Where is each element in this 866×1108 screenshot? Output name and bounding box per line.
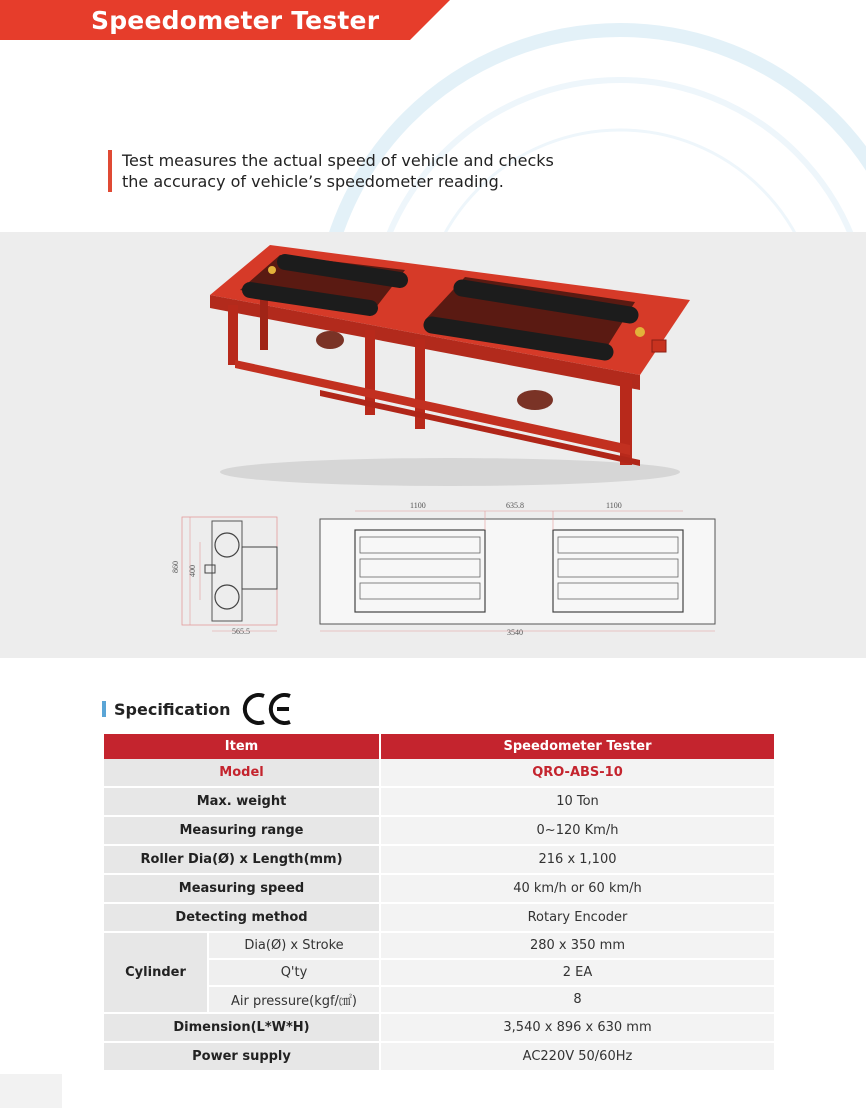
table-row bbox=[104, 787, 774, 816]
spec-header-row bbox=[104, 734, 774, 759]
row-item: Measuring range bbox=[104, 816, 380, 845]
row-value: 216 x 1,100 bbox=[380, 845, 774, 874]
technical-drawings bbox=[170, 497, 730, 637]
model-value: QRO-ABS-10 bbox=[380, 759, 774, 787]
dim-top-left: 1100 bbox=[410, 501, 426, 510]
row-item: Detecting method bbox=[104, 903, 380, 932]
table-row bbox=[104, 874, 774, 903]
dim-side-inner: 400 bbox=[188, 565, 197, 577]
cylinder-sub-item: Air pressure(kgf/㎠) bbox=[208, 986, 380, 1013]
table-row-cylinder bbox=[104, 932, 774, 959]
dim-top-right: 1100 bbox=[606, 501, 622, 510]
cylinder-sub-item: Dia(Ø) x Stroke bbox=[208, 932, 380, 959]
intro-line-2: the accuracy of vehicle’s speedometer reading. bbox=[122, 172, 504, 191]
page-title: Speedometer Tester bbox=[91, 6, 380, 35]
table-row bbox=[104, 903, 774, 932]
cylinder-label: Cylinder bbox=[104, 932, 208, 1013]
dim-top-total: 3540 bbox=[507, 628, 523, 637]
col-header-item: Item bbox=[104, 734, 380, 759]
row-value: 3,540 x 896 x 630 mm bbox=[380, 1013, 774, 1042]
corner-block bbox=[0, 1074, 62, 1108]
table-row bbox=[104, 1013, 774, 1042]
ce-mark-icon bbox=[240, 692, 294, 726]
spec-heading bbox=[102, 692, 294, 726]
row-value: AC220V 50/60Hz bbox=[380, 1042, 774, 1071]
row-item: Power supply bbox=[104, 1042, 380, 1071]
model-label: Model bbox=[104, 759, 380, 787]
row-item: Measuring speed bbox=[104, 874, 380, 903]
col-header-value: Speedometer Tester bbox=[380, 734, 774, 759]
side-view-drawing bbox=[171, 517, 277, 636]
spec-table bbox=[104, 734, 774, 1072]
table-row-model bbox=[104, 759, 774, 787]
dim-top-mid: 635.8 bbox=[506, 501, 524, 510]
cylinder-sub-value: 2 EA bbox=[380, 959, 774, 986]
row-value: 40 km/h or 60 km/h bbox=[380, 874, 774, 903]
row-value: 0~120 Km/h bbox=[380, 816, 774, 845]
table-row bbox=[104, 845, 774, 874]
row-value: 10 Ton bbox=[380, 787, 774, 816]
dim-side-height: 860 bbox=[171, 561, 180, 573]
row-item: Roller Dia(Ø) x Length(mm) bbox=[104, 845, 380, 874]
dim-side-width: 565.5 bbox=[232, 627, 250, 636]
intro-text bbox=[108, 150, 554, 192]
spec-heading-marker bbox=[102, 701, 106, 717]
intro-line-1: Test measures the actual speed of vehicle and checks bbox=[122, 151, 554, 170]
cylinder-sub-item: Q'ty bbox=[208, 959, 380, 986]
top-view-drawing bbox=[320, 501, 715, 637]
table-row bbox=[104, 1042, 774, 1071]
row-item: Max. weight bbox=[104, 787, 380, 816]
row-value: Rotary Encoder bbox=[380, 903, 774, 932]
machine-photo bbox=[200, 240, 700, 490]
cylinder-sub-value: 280 x 350 mm bbox=[380, 932, 774, 959]
row-item: Dimension(L*W*H) bbox=[104, 1013, 380, 1042]
cylinder-sub-value: 8 bbox=[380, 986, 774, 1013]
table-row bbox=[104, 816, 774, 845]
spec-heading-label: Specification bbox=[114, 699, 231, 719]
